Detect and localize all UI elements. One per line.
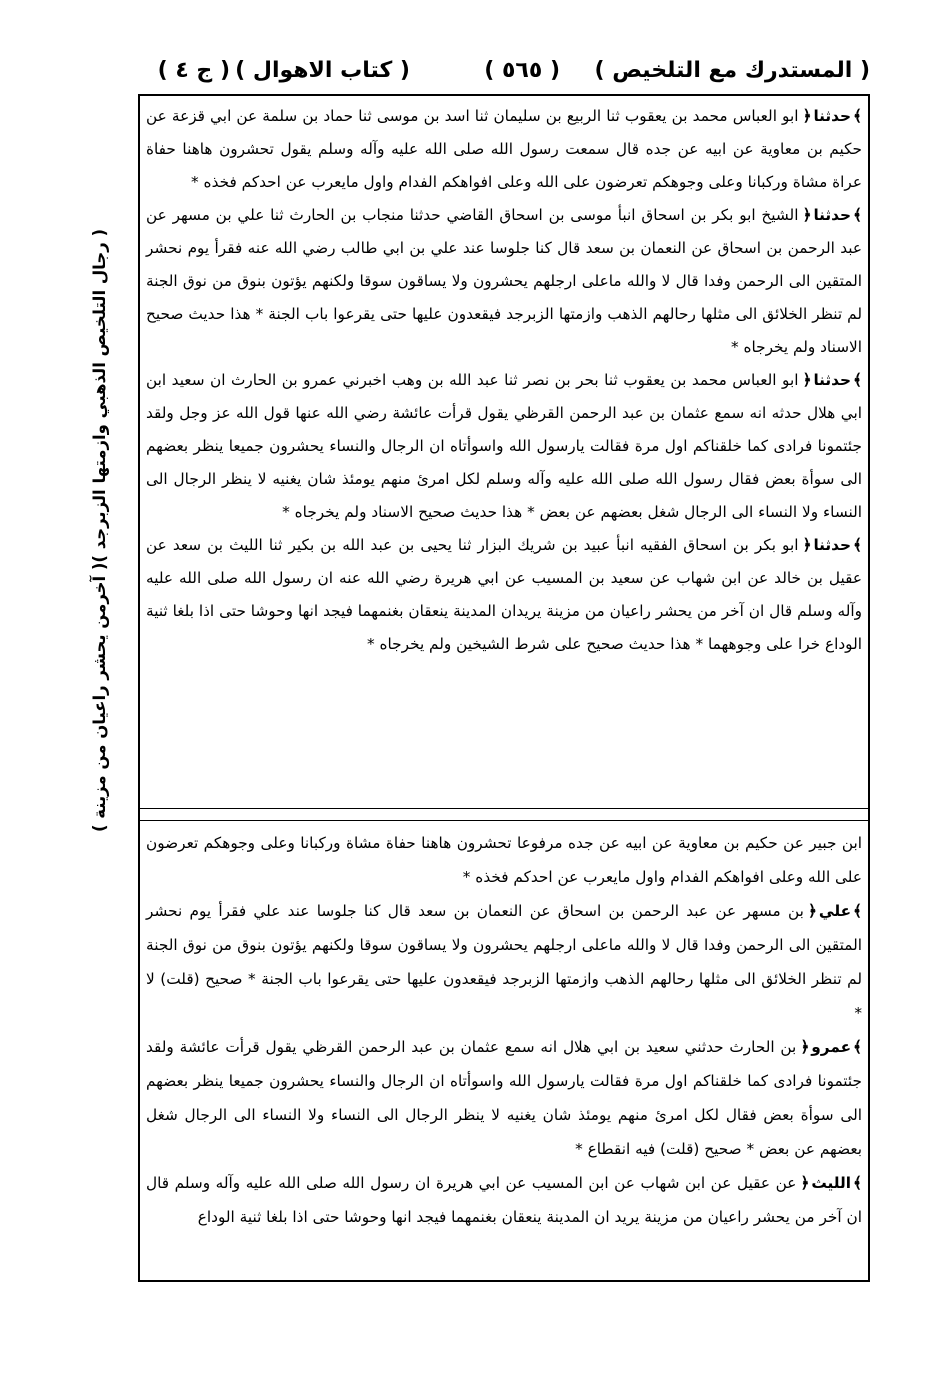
paragraph-text: عن عقيل عن ابن شهاب عن ابن المسيب عن ابي هريرة ان رسول الله صلى الله عليه وآله وسلم قال ان آخر من يحشر راعيان من مزينة يريد ان المدينة ينعقان بغنمهما فيجد انها وحوشا حتى اذا بلغا ثنية الوداع bbox=[146, 1174, 862, 1226]
page-frame bbox=[138, 94, 870, 1282]
summary-paragraph bbox=[146, 826, 862, 894]
book-title: ( المستدرك مع التلخيص ) bbox=[594, 58, 870, 83]
paragraph-lead: ﴾ حدثنا ﴿ bbox=[802, 107, 862, 125]
paragraph-lead: ﴾ حدثنا ﴿ bbox=[802, 206, 862, 224]
margin-note bbox=[78, 228, 122, 832]
hadith-paragraph bbox=[146, 199, 862, 364]
chapter-title: ( كتاب الاهوال ) bbox=[235, 58, 410, 83]
paragraph-lead: ﴾ الليث ﴿ bbox=[800, 1174, 862, 1192]
page-header bbox=[140, 54, 870, 94]
margin-note-text: ( رجال التلخيص الذهبي وازمتها الزبرجد )( آخرمن يحشر راعيان من مزينة ) bbox=[90, 228, 110, 832]
summary-text bbox=[146, 826, 862, 1276]
paragraph-text: بن الحارث حدثني سعيد بن ابي هلال انه سمع عثمان بن عبد الرحمن القرظي يقول قرأت عائشة ولقد جئتمونا فرادى كما خلقناكم اول مرة فقالت يارسول الله واسوأتاه ان الرجال والنساء يحشرون جميعا ينظر بعضهم الى سوأة بعض فقال لكل امرئ منهم يومئذ شان يغنيه لا ينظر الرجال الى النساء ولا النساء الى الرجال شغل بعضهم عن بعض * صحيح (قلت) فيه انقطاع * bbox=[146, 1038, 862, 1158]
paragraph-lead: ﴾ عمرو ﴿ bbox=[800, 1038, 862, 1056]
page-number: ( ٥٦٥ ) bbox=[484, 58, 560, 83]
main-text bbox=[146, 100, 862, 790]
paragraph-text: الشيخ ابو بكر بن اسحاق انبأ موسى بن اسحاق القاضي حدثنا منجاب بن الحارث ثنا علي بن مسهر عن عبد الرحمن بن اسحاق عن النعمان بن سعد قال كنا جلوسا عند علي بن ابي طالب رضي الله عنه فقرأ يوم نحشر المتقين الى الرحمن وفدا قال لا والله ماعلى ارجلهم يحشرون ولا يساقون سوقا ولكنهم يؤتون بنوق من نوق الجنة لم تنظر الخلائق الى مثلها رحالهم الذهب وازمتها الزبرجد فيقعدون عليها حتى يقرعوا باب الجنة * هذا حديث صحيح الاسناد ولم يخرجاه * bbox=[146, 206, 862, 356]
hadith-paragraph bbox=[146, 529, 862, 661]
section-divider bbox=[140, 808, 868, 809]
section-divider bbox=[140, 820, 868, 821]
paragraph-text: ابو بكر بن اسحاق الفقيه انبأ عبيد بن شريك البزار ثنا يحيى بن عبد الله بن بكير ثنا الليث بن سعد عن عقيل بن خالد عن ابن شهاب عن سعيد بن المسيب عن ابي هريرة رضي الله عنه ان رسول الله صلى الله عليه وآله وسلم قال ان آخر من يحشر راعيان من مزينة يريدان المدينة ينعقان بغنمهما فيجد انها وحوشا حتى اذا بلغا ثنية الوداع خرا على وجوههما * هذا حديث صحيح على شرط الشيخين ولم يخرجاه * bbox=[146, 536, 862, 653]
summary-paragraph bbox=[146, 894, 862, 1030]
paragraph-text: ابو العباس محمد بن يعقوب ثنا بحر بن نصر ثنا عبد الله بن وهب اخبرني عمرو بن الحارث ان سعيد ابن ابي هلال حدثه انه سمع عثمان بن عبد الرحمن القرظي يقول قرأت عائشة رضي الله عنها قول الله عز وجل ولقد جئتمونا فرادى كما خلقناكم اول مرة فقالت يارسول الله واسوأتاه ان الرجال والنساء يحشرون جميعا ينظر بعضهم الى سوأة بعض فقال رسول الله صلى الله عليه وآله وسلم لكل امرئ منهم يومئذ شان يغنيه لا ينظر الرجال الى النساء ولا النساء الى الرجال شغل بعضهم عن بعض * هذا حديث صحيح الاسناد ولم يخرجاه * bbox=[146, 371, 862, 521]
summary-paragraph bbox=[146, 1030, 862, 1166]
summary-paragraph bbox=[146, 1166, 862, 1234]
volume-number: ( ج ٤ ) bbox=[157, 58, 230, 83]
paragraph-text: ابو العباس محمد بن يعقوب ثنا الربيع بن سليمان ثنا اسد بن موسى ثنا حماد بن سلمة عن ابي قزعة عن حكيم بن معاوية عن ابيه عن جده قال سمعت رسول الله صلى الله عليه وآله وسلم يقول تحشرون هاهنا حفاة عراة مشاة وركبانا وعلى وجوهكم تعرضون على الله وعلى افواهكم الفدام واول مايعرب عن احدكم فخذه * bbox=[146, 107, 862, 191]
paragraph-text: ابن جبير عن حكيم بن معاوية عن ابيه عن جده مرفوعا تحشرون هاهنا حفاة مشاة وركبانا وعلى وجوهكم تعرضون على الله وعلى افواهكم الفدام واول مايعرب عن احدكم فخذه * bbox=[146, 834, 862, 886]
hadith-paragraph bbox=[146, 364, 862, 529]
paragraph-lead: ﴾ حدثنا ﴿ bbox=[802, 371, 862, 389]
paragraph-text: بن مسهر عن عبد الرحمن بن اسحاق عن النعمان بن سعد قال كنا جلوسا عند علي فقرأ يوم نحشر المتقين الى الرحمن وفدا قال لا والله ماعلى ارجلهم يحشرون ولا يساقون سوقا ولكنهم يؤتون بنوق من نوق الجنة لم تنظر الخلائق الى مثلها رحالهم الذهب وازمتها الزبرجد فيقعدون عليها حتى يقرعوا باب الجنة * صحيح (قلت) لا * bbox=[146, 902, 862, 1022]
hadith-paragraph bbox=[146, 100, 862, 199]
paragraph-lead: ﴾ علي ﴿ bbox=[808, 902, 862, 920]
paragraph-lead: ﴾ حدثنا ﴿ bbox=[802, 536, 862, 554]
